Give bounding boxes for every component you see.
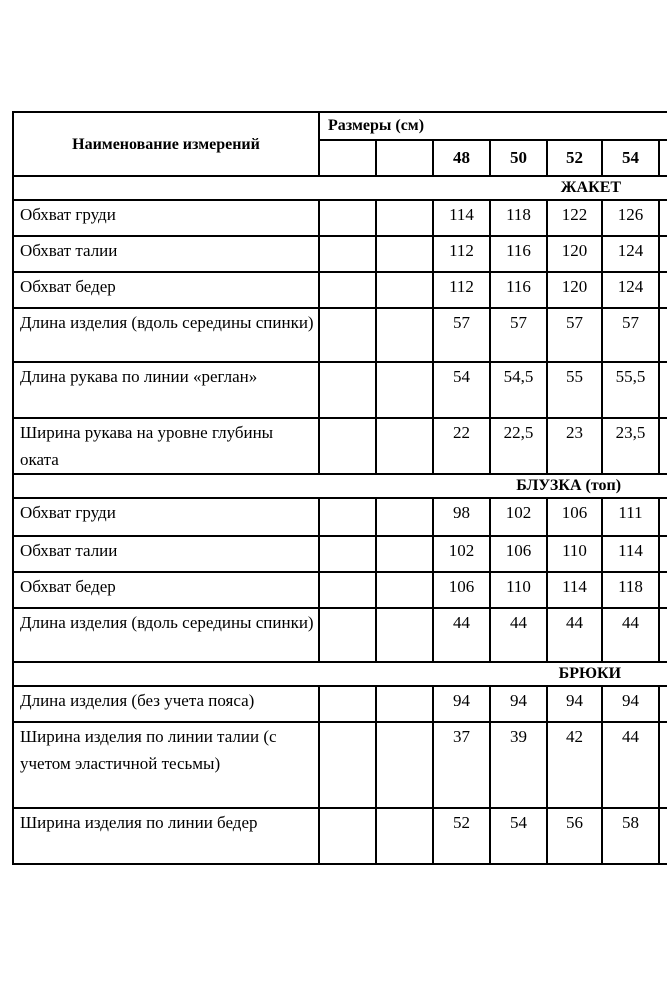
table-row: [13, 536, 667, 572]
blank-cell: [659, 236, 667, 272]
measurement-label: Обхват талии: [13, 536, 319, 572]
value-cell: 112: [433, 236, 490, 272]
blank-cell: [319, 722, 376, 808]
section-title: ЖАКЕТ: [13, 176, 667, 200]
blank-cell: [376, 498, 433, 536]
value-cell: 114: [602, 536, 659, 572]
blank-cell: [376, 722, 433, 808]
value-cell: 54,5: [490, 362, 547, 418]
value-cell: 126: [602, 200, 659, 236]
blank-cell: [319, 362, 376, 418]
value-cell: 111: [602, 498, 659, 536]
measurement-label: Обхват груди: [13, 200, 319, 236]
value-cell: 102: [490, 498, 547, 536]
blank-cell: [659, 272, 667, 308]
sizes-caption: Размеры (см): [319, 112, 667, 140]
blank-cell: [659, 686, 667, 722]
blank-cell: [376, 418, 433, 474]
blank-cell: [319, 200, 376, 236]
value-cell: 22: [433, 418, 490, 474]
blank-cell: [659, 418, 667, 474]
value-cell: 58: [602, 808, 659, 864]
value-cell: 44: [433, 608, 490, 662]
value-cell: 23,5: [602, 418, 659, 474]
value-cell: 94: [602, 686, 659, 722]
value-cell: 110: [490, 572, 547, 608]
value-cell: 116: [490, 236, 547, 272]
blank-cell: [659, 200, 667, 236]
blank-cell: [659, 140, 667, 176]
blank-cell: [319, 808, 376, 864]
value-cell: 39: [490, 722, 547, 808]
value-cell: 112: [433, 272, 490, 308]
blank-cell: [376, 572, 433, 608]
table-row: [13, 200, 667, 236]
section-title: БЛУЗКА (топ): [13, 474, 667, 498]
measurement-label: Обхват бедер: [13, 272, 319, 308]
blank-cell: [319, 272, 376, 308]
value-cell: 54: [433, 362, 490, 418]
blank-cell: [376, 362, 433, 418]
value-cell: 57: [547, 308, 602, 362]
measurement-label: Обхват бедер: [13, 572, 319, 608]
value-cell: 22,5: [490, 418, 547, 474]
section-row: [13, 662, 667, 686]
blank-cell: [659, 722, 667, 808]
blank-cell: [319, 236, 376, 272]
blank-cell: [319, 536, 376, 572]
value-cell: 106: [547, 498, 602, 536]
value-cell: 52: [433, 808, 490, 864]
table-row: [13, 498, 667, 536]
value-cell: 44: [602, 608, 659, 662]
blank-cell: [659, 572, 667, 608]
value-cell: 116: [490, 272, 547, 308]
measurement-label: Ширина рукава на уровне глубины оката: [13, 418, 319, 474]
blank-cell: [376, 308, 433, 362]
blank-cell: [376, 686, 433, 722]
section-row: [13, 474, 667, 498]
header-row-1: [13, 112, 667, 140]
value-cell: 94: [490, 686, 547, 722]
measurement-label: Длина рукава по линии «реглан»: [13, 362, 319, 418]
table-row: [13, 572, 667, 608]
measurement-label: Длина изделия (вдоль середины спинки): [13, 308, 319, 362]
measurement-label: Ширина изделия по линии бедер: [13, 808, 319, 864]
value-cell: 23: [547, 418, 602, 474]
table-row: [13, 686, 667, 722]
table-row: [13, 272, 667, 308]
value-cell: 114: [547, 572, 602, 608]
value-cell: 120: [547, 272, 602, 308]
value-cell: 94: [547, 686, 602, 722]
blank-cell: [376, 608, 433, 662]
value-cell: 37: [433, 722, 490, 808]
blank-cell: [376, 140, 433, 176]
value-cell: 110: [547, 536, 602, 572]
value-cell: 98: [433, 498, 490, 536]
blank-cell: [659, 308, 667, 362]
blank-cell: [376, 236, 433, 272]
table-row: [13, 418, 667, 474]
measurement-label: Длина изделия (без учета пояса): [13, 686, 319, 722]
blank-cell: [319, 686, 376, 722]
section-row: [13, 176, 667, 200]
value-cell: 57: [433, 308, 490, 362]
value-cell: 124: [602, 272, 659, 308]
blank-cell: [319, 498, 376, 536]
value-cell: 44: [602, 722, 659, 808]
value-cell: 44: [490, 608, 547, 662]
size-table: [12, 111, 667, 865]
size-header: 50: [490, 140, 547, 176]
blank-cell: [376, 200, 433, 236]
value-cell: 55: [547, 362, 602, 418]
blank-cell: [376, 536, 433, 572]
size-header: 48: [433, 140, 490, 176]
size-header: 54: [602, 140, 659, 176]
section-title: БРЮКИ: [13, 662, 667, 686]
size-header: 52: [547, 140, 602, 176]
table-row: [13, 308, 667, 362]
value-cell: 114: [433, 200, 490, 236]
value-cell: 124: [602, 236, 659, 272]
blank-cell: [659, 608, 667, 662]
blank-cell: [376, 808, 433, 864]
blank-cell: [319, 140, 376, 176]
table-row: [13, 722, 667, 808]
table-row: [13, 808, 667, 864]
blank-cell: [659, 498, 667, 536]
value-cell: 42: [547, 722, 602, 808]
measurement-label: Обхват талии: [13, 236, 319, 272]
value-cell: 57: [602, 308, 659, 362]
measure-name-header: Наименование измерений: [13, 112, 319, 176]
value-cell: 118: [602, 572, 659, 608]
table-row: [13, 362, 667, 418]
value-cell: 106: [433, 572, 490, 608]
blank-cell: [376, 272, 433, 308]
blank-cell: [319, 418, 376, 474]
value-cell: 102: [433, 536, 490, 572]
table-row: [13, 608, 667, 662]
blank-cell: [659, 536, 667, 572]
blank-cell: [659, 808, 667, 864]
measurement-label: Обхват груди: [13, 498, 319, 536]
blank-cell: [319, 608, 376, 662]
value-cell: 118: [490, 200, 547, 236]
value-cell: 94: [433, 686, 490, 722]
table-row: [13, 236, 667, 272]
value-cell: 106: [490, 536, 547, 572]
value-cell: 57: [490, 308, 547, 362]
value-cell: 56: [547, 808, 602, 864]
measurement-label: Ширина изделия по линии талии (с учетом эластичной тесьмы): [13, 722, 319, 808]
value-cell: 120: [547, 236, 602, 272]
value-cell: 122: [547, 200, 602, 236]
measurement-label: Длина изделия (вдоль середины спинки): [13, 608, 319, 662]
value-cell: 54: [490, 808, 547, 864]
blank-cell: [319, 308, 376, 362]
value-cell: 55,5: [602, 362, 659, 418]
value-cell: 44: [547, 608, 602, 662]
blank-cell: [319, 572, 376, 608]
blank-cell: [659, 362, 667, 418]
